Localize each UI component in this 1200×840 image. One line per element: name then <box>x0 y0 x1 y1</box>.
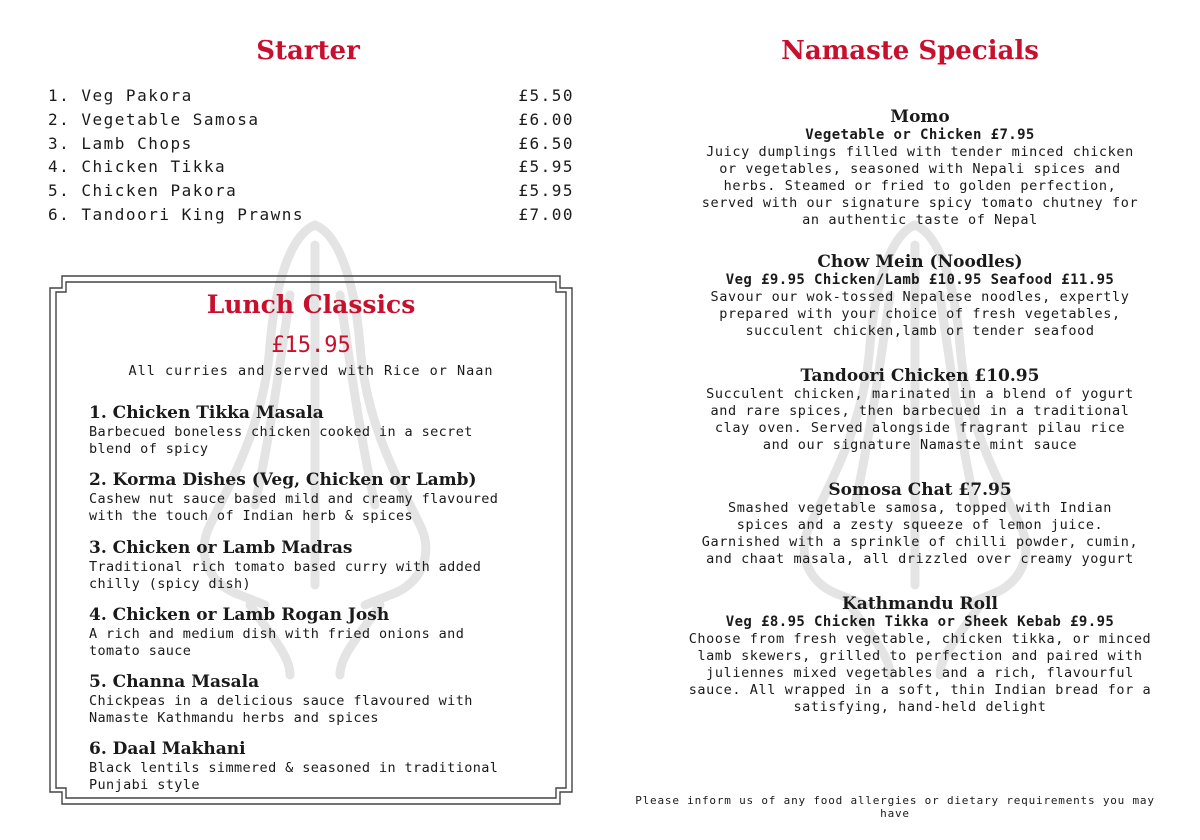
lunch-item-name: 1. Chicken Tikka Masala <box>89 403 324 423</box>
special-item-desc: juliennes mixed vegetables and a rich, flavourful <box>706 665 1134 681</box>
special-item-desc: Savour our wok-tossed Nepalese noodles, expertly <box>710 289 1130 305</box>
special-item-desc: served with our signature spicy tomato chutney for <box>701 195 1139 211</box>
lunch-item-desc: tomato sauce <box>89 642 192 659</box>
list-item <box>89 671 559 738</box>
lunch-classics-list <box>89 402 559 806</box>
lunch-item-desc: chilly (spicy dish) <box>89 575 252 592</box>
special-item-prices: Veg £8.95 Chicken Tikka or Sheek Kebab £9.95 <box>725 614 1115 630</box>
lunch-item-name: 3. Chicken or Lamb Madras <box>89 537 353 558</box>
starter-item-price: £5.95 <box>518 181 574 201</box>
lunch-item-name: 2. Korma Dishes (Veg, Chicken or Lamb) <box>89 470 477 491</box>
starter-list <box>48 86 574 229</box>
special-item-desc: Garnished with a sprinkle of chilli powder, cumin, <box>701 534 1139 550</box>
starter-heading: Starter <box>256 36 360 66</box>
special-item-name: Somosa Chat £7.95 <box>828 480 1012 500</box>
allergy-note: Please inform us of any food allergies or dietary requirements you may have <box>635 794 1155 820</box>
lunch-item-desc: blend of spicy <box>89 441 209 457</box>
special-item-desc: spices and a zesty squeeze of lemon juice. <box>736 517 1104 533</box>
special-item-desc: an authentic taste of Nepal <box>802 212 1038 228</box>
special-item-name: Chow Mein (Noodles) <box>817 252 1023 272</box>
starter-item-name: 3. Lamb Chops <box>48 133 193 153</box>
lunch-item-desc: Barbecued boneless chicken cooked in a secret <box>89 424 473 440</box>
lunch-classics-price: £15.95 <box>271 333 351 358</box>
special-item-chow-mein <box>660 253 1180 340</box>
lunch-item-name: 4. Chicken or Lamb Rogan Josh <box>89 604 390 625</box>
special-item-desc: and rare spices, then barbecued in a traditional <box>710 403 1130 419</box>
special-item-desc: prepared with your choice of fresh vegetables, <box>719 306 1121 322</box>
starter-item-name: 6. Tandoori King Prawns <box>48 204 305 224</box>
special-item-desc: and chaat masala, all drizzled over creamy yogurt <box>706 551 1134 567</box>
list-item <box>48 134 574 158</box>
list-item <box>89 537 559 604</box>
special-item-desc: sauce. All wrapped in a soft, thin Indian bread for a <box>688 682 1152 698</box>
special-item-somosa-chat <box>660 481 1180 568</box>
special-item-desc: lamb skewers, grilled to perfection and paired with <box>697 648 1143 664</box>
lunch-item-desc: Cashew nut sauce based mild and creamy flavoured <box>89 491 499 508</box>
starter-item-name: 4. Chicken Tikka <box>48 157 227 177</box>
lunch-item-name: 6. Daal Makhani <box>89 739 246 760</box>
special-item-desc: satisfying, hand-held delight <box>793 699 1047 715</box>
list-item <box>48 205 574 229</box>
starter-item-price: £5.50 <box>518 86 574 105</box>
lunch-item-desc: Black lentils simmered & seasoned in traditional <box>89 760 499 777</box>
lunch-item-desc: A rich and medium dish with fried onions and <box>89 625 465 642</box>
special-item-name: Kathmandu Roll <box>842 594 998 614</box>
lunch-item-desc: Namaste Kathmandu herbs and spices <box>89 710 379 727</box>
special-item-desc: succulent chicken,lamb or tender seafood <box>745 323 1095 339</box>
starter-item-name: 5. Chicken Pakora <box>48 181 238 201</box>
lunch-classics-heading: Lunch Classics <box>206 290 416 319</box>
lunch-item-desc: Traditional rich tomato based curry with added <box>89 558 482 575</box>
starter-item-price: £6.00 <box>518 109 574 129</box>
special-item-desc: Juicy dumplings filled with tender minced chicken <box>706 144 1134 160</box>
special-item-desc: clay oven. Served alongside fragrant pilau rice <box>714 420 1126 436</box>
special-item-desc: Succulent chicken, marinated in a blend of yogurt <box>706 386 1134 402</box>
list-item <box>48 181 574 205</box>
special-item-desc: and our signature Namaste mint sauce <box>762 437 1078 453</box>
special-item-momo <box>660 108 1180 229</box>
special-item-desc: or vegetables, seasoned with Nepali spices and <box>719 161 1121 177</box>
special-item-desc: Smashed vegetable samosa, topped with Indian <box>727 500 1113 516</box>
special-item-prices: Vegetable or Chicken £7.95 <box>805 127 1035 143</box>
special-item-prices: Veg £9.95 Chicken/Lamb £10.95 Seafood £11.95 <box>725 272 1115 288</box>
list-item <box>48 86 574 110</box>
starter-item-price: £6.50 <box>518 133 574 153</box>
lunch-item-desc: Punjabi style <box>89 777 200 794</box>
special-item-name: Momo <box>890 107 950 127</box>
starter-item-name: 1. Veg Pakora <box>48 86 193 105</box>
special-item-tandoori-chicken <box>660 367 1180 454</box>
lunch-item-desc: with the touch of Indian herb & spices <box>89 508 414 525</box>
namaste-specials-heading: Namaste Specials <box>781 36 1039 66</box>
list-item <box>48 110 574 134</box>
lunch-item-name: 5. Channa Masala <box>89 672 260 693</box>
special-item-desc: Choose from fresh vegetable, chicken tikka, or minced <box>688 631 1152 647</box>
list-item <box>89 402 559 469</box>
list-item <box>48 157 574 181</box>
starter-item-price: £7.00 <box>518 204 574 224</box>
lunch-classics-note: All curries and served with Rice or Naan <box>128 363 494 379</box>
starter-item-price: £5.95 <box>518 157 574 177</box>
list-item <box>89 469 559 536</box>
special-item-name: Tandoori Chicken £10.95 <box>800 366 1040 386</box>
starter-item-name: 2. Vegetable Samosa <box>48 109 260 129</box>
lunch-item-desc: Chickpeas in a delicious sauce flavoured with <box>89 693 473 710</box>
special-item-desc: herbs. Steamed or fried to golden perfection, <box>723 178 1117 194</box>
special-item-kathmandu-roll <box>660 595 1180 716</box>
list-item <box>89 604 559 671</box>
list-item <box>89 738 559 805</box>
